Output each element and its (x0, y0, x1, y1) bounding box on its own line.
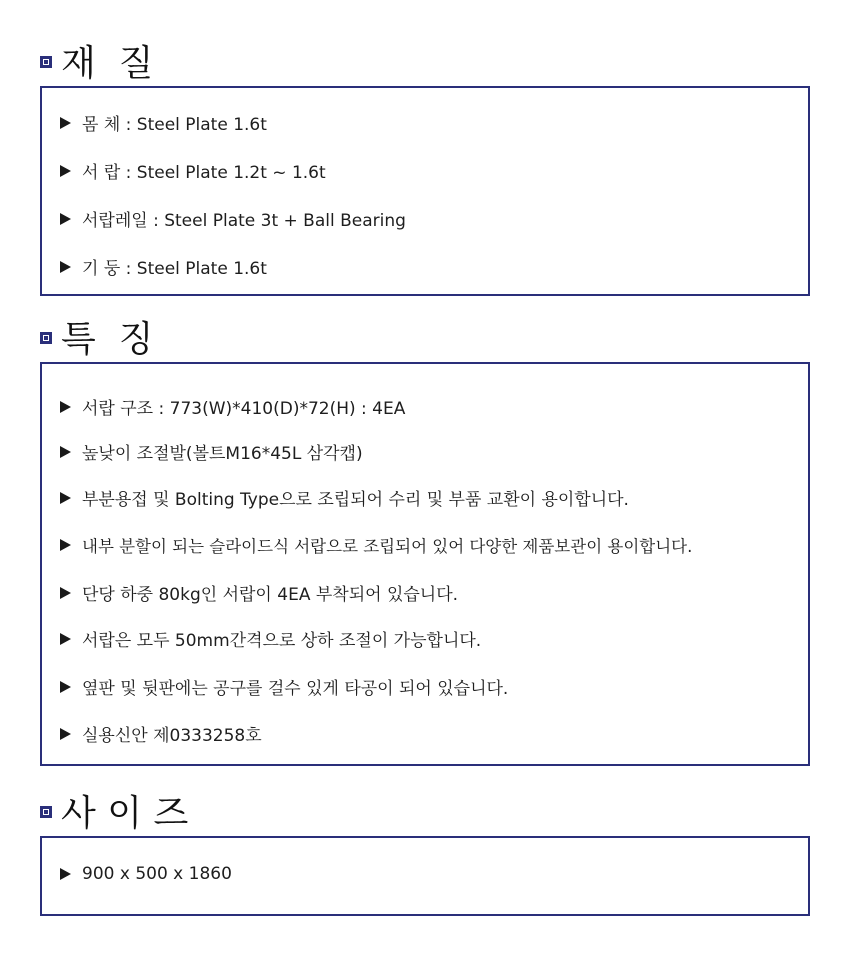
section-heading: 재 질 (61, 42, 154, 84)
list-item (60, 721, 262, 746)
list-item (60, 110, 267, 135)
triangle-right-icon (60, 261, 71, 273)
section-heading: 사 이 즈 (61, 792, 189, 834)
list-item-text: 부분용접 및 Bolting Type으로 조립되어 수리 및 부품 교환이 용이합니다. (82, 490, 629, 510)
list-item (60, 864, 232, 884)
list-item (60, 254, 267, 279)
list-item-text: 서랍레일 : Steel Plate 3t + Ball Bearing (82, 211, 406, 231)
list-item (60, 158, 326, 183)
triangle-right-icon (60, 587, 71, 599)
size-box (40, 836, 810, 916)
list-item-text: 옆판 및 뒷판에는 공구를 걸수 있게 타공이 되어 있습니다. (82, 679, 509, 699)
features-box (40, 362, 810, 766)
list-item-text: 기 둥 : Steel Plate 1.6t (82, 259, 267, 279)
section-title-size (40, 788, 188, 832)
triangle-right-icon (60, 681, 71, 693)
section-title-features (40, 314, 153, 358)
triangle-right-icon (60, 117, 71, 129)
triangle-right-icon (60, 165, 71, 177)
list-item-text: 단당 하중 80kg인 서랍이 4EA 부착되어 있습니다. (82, 585, 459, 605)
list-item (60, 674, 508, 699)
material-box (40, 86, 810, 296)
triangle-right-icon (60, 401, 71, 413)
list-item-text: 서 랍 : Steel Plate 1.2t ~ 1.6t (82, 163, 326, 183)
list-item-text: 내부 분할이 되는 슬라이드식 서랍으로 조립되어 있어 다양한 제품보관이 용이합니다. (82, 537, 693, 556)
triangle-right-icon (60, 633, 71, 645)
square-bullet-icon (40, 806, 52, 818)
section-title-material (40, 38, 153, 82)
list-item-text: 서랍은 모두 50mm간격으로 상하 조절이 가능합니다. (82, 631, 482, 651)
section-heading: 특 징 (61, 318, 154, 360)
square-bullet-icon (40, 56, 52, 68)
triangle-right-icon (60, 539, 71, 551)
list-item (60, 580, 458, 605)
list-item-text: 실용신안 제0333258호 (82, 726, 262, 746)
list-item-text: 서랍 구조 : 773(W)*410(D)*72(H) : 4EA (82, 399, 406, 419)
triangle-right-icon (60, 213, 71, 225)
list-item (60, 626, 481, 651)
list-item (60, 206, 406, 231)
triangle-right-icon (60, 868, 71, 880)
list-item (60, 439, 363, 464)
square-bullet-icon (40, 332, 52, 344)
list-item (60, 533, 692, 557)
triangle-right-icon (60, 728, 71, 740)
list-item (60, 485, 629, 510)
triangle-right-icon (60, 492, 71, 504)
triangle-right-icon (60, 446, 71, 458)
list-item (60, 394, 405, 419)
list-item-text: 900 x 500 x 1860 (82, 864, 232, 884)
list-item-text: 몸 체 : Steel Plate 1.6t (82, 115, 267, 135)
list-item-text: 높낮이 조절발(볼트M16*45L 삼각캡) (82, 444, 363, 464)
